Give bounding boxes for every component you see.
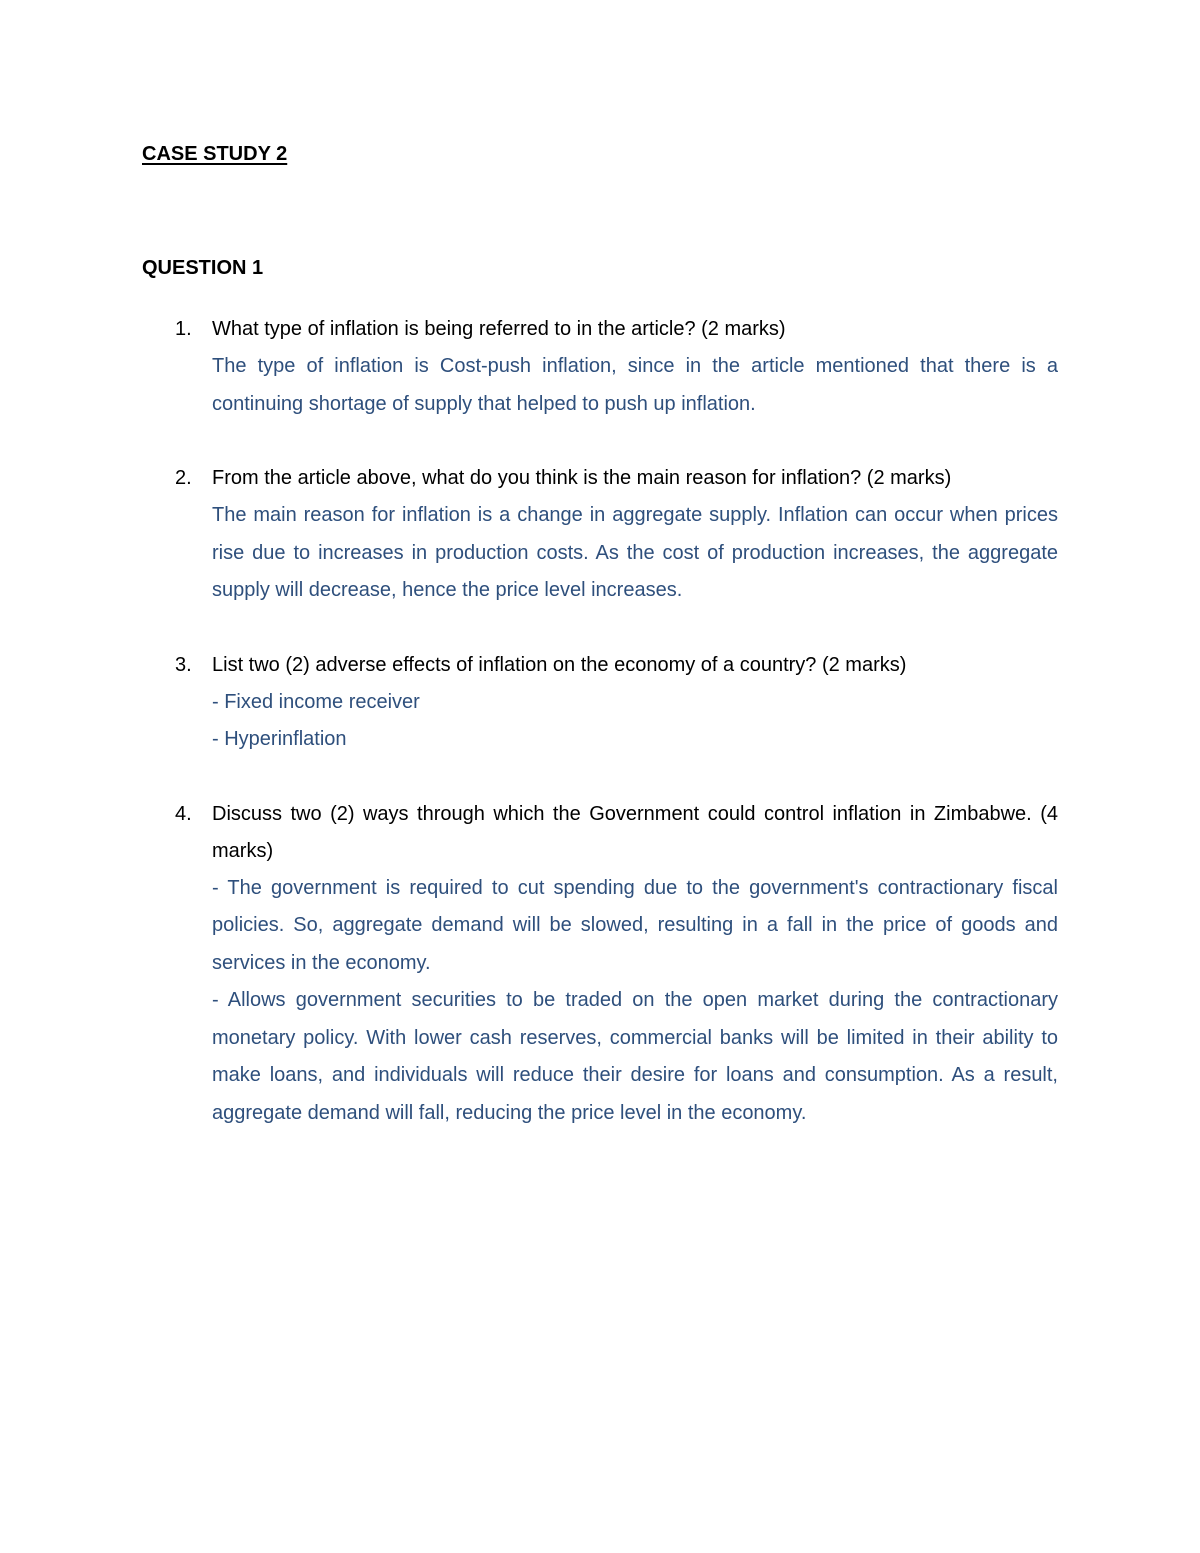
question-item-2 <box>0 460 1200 610</box>
question-body <box>212 796 1058 1133</box>
question-text: List two (2) adverse effects of inflation on the economy of a country? (2 marks) <box>212 653 907 676</box>
question-number: 2. <box>175 467 192 489</box>
answer-text: - Allows government securities to be traded on the open market during the contractionary monetary policy. With lower cash reserves, commercial banks will be limited in their ability to make loans, and individuals will reduce their desire for loans and consumption. As a result, aggregate demand will fall, reducing the price level in the economy. <box>212 989 1058 1124</box>
question-number: 3. <box>175 653 192 676</box>
answer-text: The main reason for inflation is a change in aggregate supply. Inflation can occur when prices rise due to increases in production costs. As the cost of production increases, the aggregate supply will decrease, hence the price level increases. <box>212 504 1058 601</box>
question-heading: QUESTION 1 <box>142 257 264 279</box>
answer-text: - Fixed income receiver <box>212 690 420 713</box>
question-text: What type of inflation is being referred to in the article? (2 marks) <box>212 318 786 340</box>
question-body <box>212 311 1058 423</box>
question-number: 4. <box>175 802 192 825</box>
question-body <box>212 647 1058 759</box>
answer-text: The type of inflation is Cost-push inflation, since in the article mentioned that there is a continuing shortage of supply that helped to push up inflation. <box>212 355 1058 415</box>
question-number: 1. <box>175 318 192 340</box>
question-text: Discuss two (2) ways through which the Government could control inflation in Zimbabwe. (4 marks) <box>212 802 1058 862</box>
question-text: From the article above, what do you think is the main reason for inflation? (2 marks) <box>212 467 952 489</box>
question-body <box>212 460 1058 610</box>
case-study-title: CASE STUDY 2 <box>142 143 288 165</box>
answer-text: - The government is required to cut spending due to the government's contractionary fiscal policies. So, aggregate demand will be slowed, resulting in a fall in the price of goods and services in the economy. <box>212 876 1058 974</box>
question-item-1 <box>0 311 1200 423</box>
question-list <box>0 311 1200 1169</box>
question-item-4 <box>0 796 1200 1133</box>
answer-text: - Hyperinflation <box>212 728 347 750</box>
question-item-3 <box>0 647 1200 759</box>
